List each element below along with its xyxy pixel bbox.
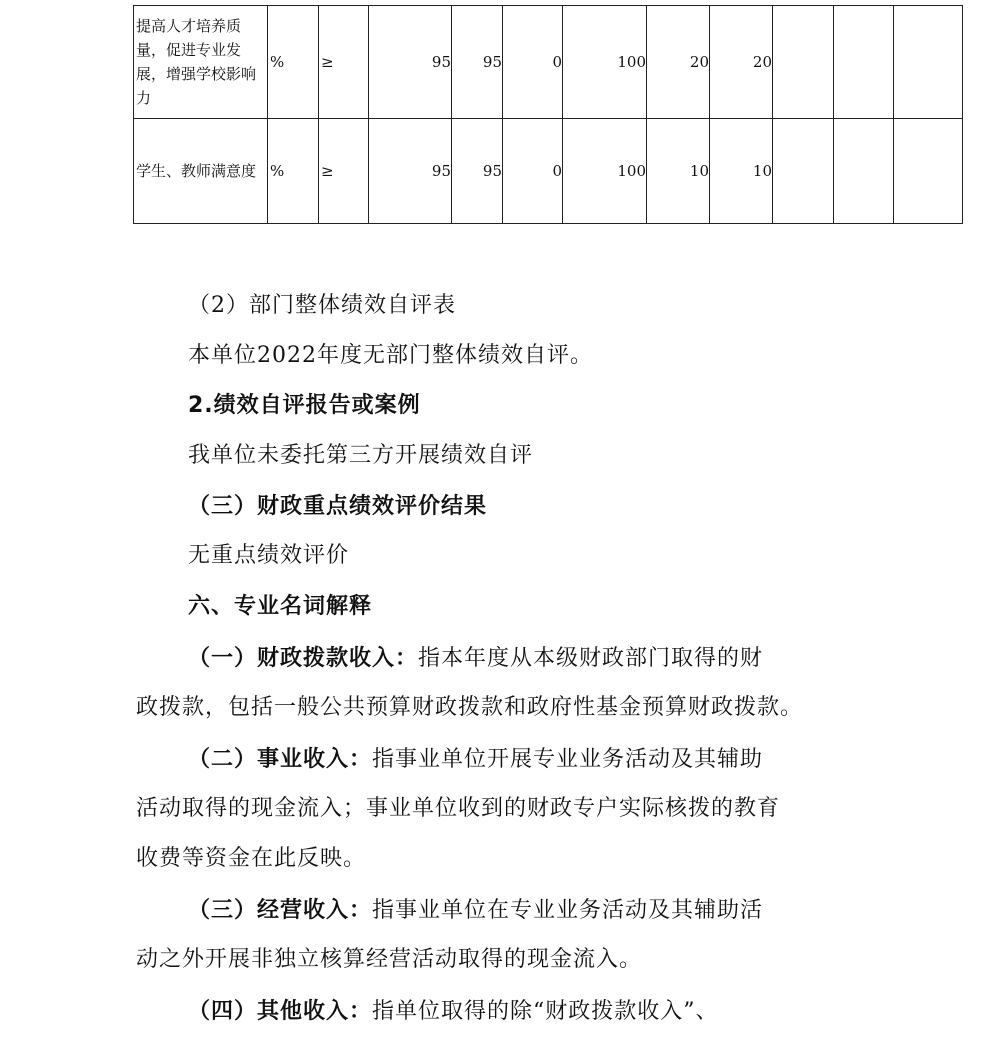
value-cell: 20 xyxy=(647,6,710,119)
empty-cell xyxy=(894,119,963,224)
term-text-line: 活动取得的现金流入；事业单位收到的财政专户实际核拨的教育 xyxy=(136,796,781,821)
term-label: （三）经营收入： xyxy=(188,897,373,923)
indicator-name: 学生、教师满意度 xyxy=(134,119,268,224)
section-heading-report: 2.绩效自评报告或案例 xyxy=(188,393,421,418)
term-business-income xyxy=(188,734,763,785)
term-text: 指本年度从本级财政部门取得的财 xyxy=(418,646,764,671)
unit-cell: % xyxy=(268,6,319,119)
value-cell: 95 xyxy=(369,119,452,224)
section-heading-key-eval: （三）财政重点绩效评价结果 xyxy=(188,493,488,519)
empty-cell xyxy=(834,6,894,119)
section-heading-dept-eval: （2）部门整体绩效自评表 xyxy=(188,293,456,318)
value-cell: 100 xyxy=(563,6,647,119)
section-heading-terms: 六、专业名词解释 xyxy=(188,594,373,619)
term-text-line: 政拨款，包括一般公共预算财政拨款和政府性基金预算财政拨款。 xyxy=(136,695,804,720)
term-operating-income xyxy=(188,885,763,936)
term-label: （二）事业收入： xyxy=(188,746,373,772)
term-label: （一）财政拨款收入： xyxy=(188,645,419,671)
paragraph-dept-eval: 本单位2022年度无部门整体绩效自评。 xyxy=(188,343,593,368)
empty-cell xyxy=(773,6,834,119)
value-cell: 10 xyxy=(710,119,773,224)
value-cell: 95 xyxy=(452,6,503,119)
term-text: 指事业单位在专业业务活动及其辅助活 xyxy=(372,898,764,923)
performance-table xyxy=(133,5,963,224)
table-row xyxy=(134,6,963,119)
value-cell: 100 xyxy=(563,119,647,224)
value-cell: 10 xyxy=(647,119,710,224)
term-text-line: 动之外开展非独立核算经营活动取得的现金流入。 xyxy=(136,947,643,972)
unit-cell: % xyxy=(268,119,319,224)
value-cell: 95 xyxy=(369,6,452,119)
term-text: 指事业单位开展专业业务活动及其辅助 xyxy=(372,747,764,772)
term-other-income xyxy=(188,986,719,1037)
empty-cell xyxy=(773,119,834,224)
operator-cell: ≥ xyxy=(319,119,369,224)
term-text-line: 收费等资金在此反映。 xyxy=(136,846,367,871)
paragraph-report: 我单位未委托第三方开展绩效自评 xyxy=(188,443,534,468)
empty-cell xyxy=(894,6,963,119)
paragraph-key-eval: 无重点绩效评价 xyxy=(188,543,350,568)
value-cell: 0 xyxy=(503,119,563,224)
term-label: （四）其他收入： xyxy=(188,998,373,1024)
operator-cell: ≥ xyxy=(319,6,369,119)
table-row xyxy=(134,119,963,224)
value-cell: 0 xyxy=(503,6,563,119)
value-cell: 95 xyxy=(452,119,503,224)
term-text: 指单位取得的除“财政拨款收入”、 xyxy=(372,999,719,1024)
indicator-name: 提高人才培养质量，促进专业发展，增强学校影响力 xyxy=(134,6,268,119)
term-fiscal-appropriation xyxy=(188,633,763,684)
empty-cell xyxy=(834,119,894,224)
value-cell: 20 xyxy=(710,6,773,119)
